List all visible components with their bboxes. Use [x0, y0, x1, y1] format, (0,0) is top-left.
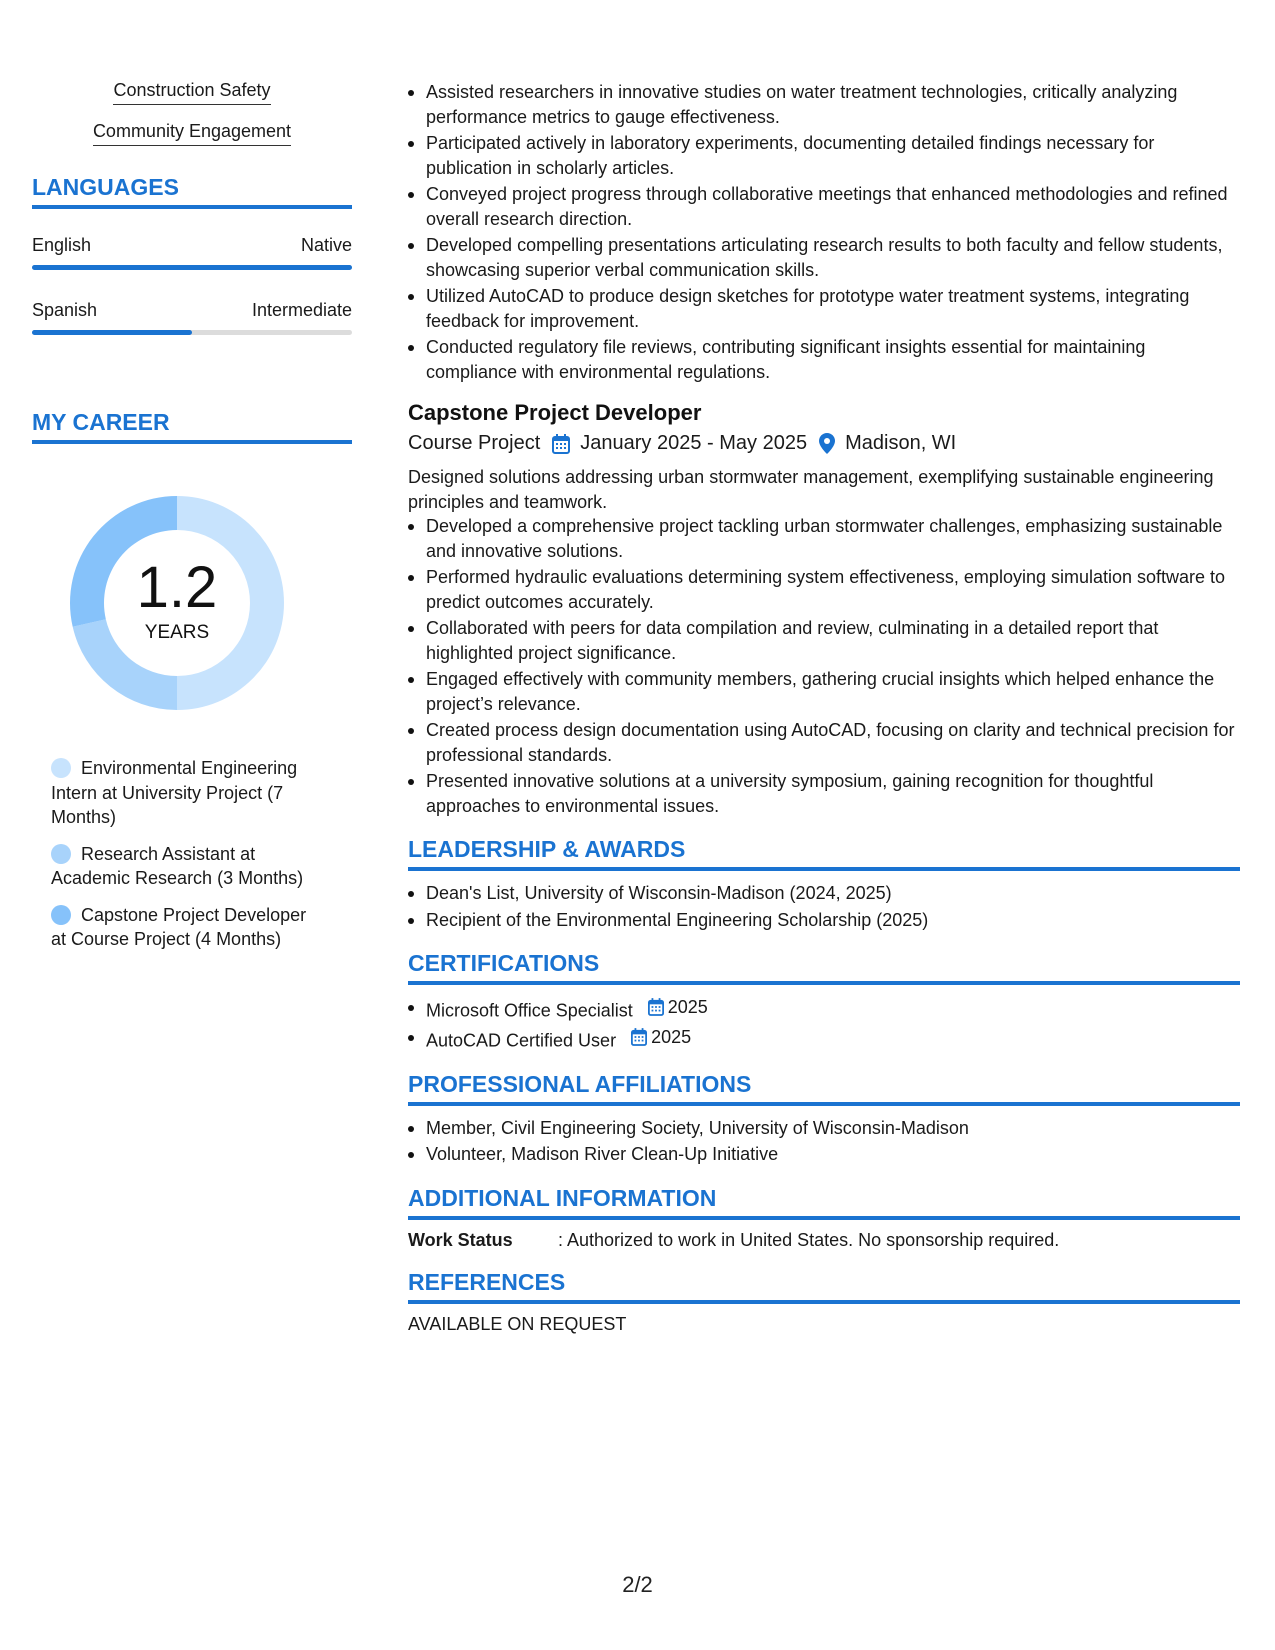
job-description: Designed solutions addressing urban stormwater management, exemplifying sustainable engineering principles and teamwork. [408, 467, 1214, 512]
career-total-value: 1.2 [136, 555, 218, 620]
list-item: Collaborated with peers for data compilation and review, culminating in a detailed report that highlighted project significance. [408, 616, 1240, 665]
language-bar-fill [32, 265, 352, 270]
career-heading: MY CAREER [32, 409, 352, 444]
job-bullets [408, 514, 1240, 818]
list-item: Conducted regulatory file reviews, contributing significant insights essential for maintaining compliance with environmental regulations. [408, 335, 1240, 384]
location-pin-icon [819, 433, 835, 454]
language-bar [32, 265, 352, 270]
certification-name: AutoCAD Certified User [426, 1030, 617, 1050]
list-item: Dean's List, University of Wisconsin-Madison (2024, 2025) [408, 881, 1240, 906]
work-status-row [408, 1230, 1240, 1251]
career-legend-item: Capstone Project Developer at Course Project (4 Months) [51, 904, 307, 949]
career-total-unit: YEARS [144, 622, 210, 643]
main-content [408, 80, 1240, 1335]
legend-dot-icon [51, 905, 71, 925]
work-status-label: Work Status [408, 1229, 513, 1250]
legend-dot-icon [51, 844, 71, 864]
language-name: Spanish [32, 300, 98, 320]
list-item: Developed compelling presentations articulating research results to both faculty and fellow students, showcasing superior verbal communication skills. [408, 233, 1240, 282]
list-item: Engaged effectively with community members, gathering crucial insights which helped enhance the project’s relevance. [408, 667, 1240, 716]
language-item [32, 235, 352, 270]
list-item: Assisted researchers in innovative studies on water treatment technologies, critically analyzing performance metrics to gauge effectiveness. [408, 80, 1240, 129]
language-item [32, 300, 352, 335]
list-item: Member, Civil Engineering Society, University of Wisconsin-Madison [408, 1116, 1240, 1141]
career-legend-item: Research Assistant at Academic Research (3 Months) [51, 843, 304, 888]
career-legend [32, 756, 322, 952]
references-heading: REFERENCES [408, 1269, 1240, 1304]
list-item: Utilized AutoCAD to produce design sketches for prototype water treatment systems, integrating feedback for improvement. [408, 284, 1240, 333]
list-item: Conveyed project progress through collaborative meetings that enhanced methodologies and refined overall research direction. [408, 182, 1240, 231]
language-level: Intermediate [251, 300, 352, 320]
additional-info-heading: ADDITIONAL INFORMATION [408, 1185, 1240, 1220]
work-status-value: : Authorized to work in United States. No sponsorship required. [558, 1229, 1060, 1250]
calendar-icon [648, 998, 664, 1016]
leadership-heading: LEADERSHIP & AWARDS [408, 836, 1240, 871]
skill-tag: Community Engagement [32, 121, 352, 146]
affiliations-list [408, 1116, 1240, 1167]
affiliations-heading: PROFESSIONAL AFFILIATIONS [408, 1071, 1240, 1106]
leadership-list [408, 881, 1240, 932]
career-donut-chart [62, 488, 292, 718]
job-title: Capstone Project Developer [408, 400, 702, 425]
language-level: Native [300, 235, 352, 255]
career-legend-item: Environmental Engineering Intern at University Project (7 Months) [51, 758, 298, 827]
list-item: Performed hydraulic evaluations determining system effectiveness, employing simulation software to predict outcomes accurately. [408, 565, 1240, 614]
certification-name: Microsoft Office Specialist [426, 1000, 633, 1021]
sidebar [32, 80, 352, 964]
language-name: English [32, 235, 92, 255]
list-item: Presented innovative solutions at a university symposium, gaining recognition for thoughtful approaches to environmental issues. [408, 769, 1240, 818]
certifications-heading: CERTIFICATIONS [408, 950, 1240, 985]
job-company: Course Project [408, 432, 541, 454]
certification-date: 2025 [631, 1025, 691, 1050]
list-item: Volunteer, Madison River Clean-Up Initiative [408, 1142, 1240, 1167]
list-item: Participated actively in laboratory experiments, documenting detailed findings necessary for publication in scholarly articles. [408, 131, 1240, 180]
list-item: Developed a comprehensive project tackling urban stormwater challenges, emphasizing sustainable and innovative solutions. [408, 514, 1240, 563]
certifications-list [408, 995, 1240, 1053]
references-text: AVAILABLE ON REQUEST [408, 1313, 627, 1334]
legend-dot-icon [51, 758, 71, 778]
list-item [408, 1025, 1240, 1053]
list-item: Recipient of the Environmental Engineering Scholarship (2025) [408, 908, 1240, 933]
language-bar-fill [32, 330, 192, 335]
skill-tag: Construction Safety [32, 80, 352, 105]
previous-job-bullets [408, 80, 1240, 384]
page-number: 2/2 [622, 1572, 653, 1597]
language-bar [32, 330, 352, 335]
languages-heading: LANGUAGES [32, 174, 352, 209]
calendar-icon [631, 1028, 647, 1046]
list-item: Created process design documentation using AutoCAD, focusing on clarity and technical precision for professional standards. [408, 718, 1240, 767]
job-location: Madison, WI [845, 432, 957, 454]
calendar-icon [552, 434, 570, 454]
certification-date: 2025 [648, 995, 708, 1020]
job-meta [408, 432, 1240, 455]
job-dates: January 2025 - May 2025 [580, 432, 808, 454]
list-item [408, 995, 1240, 1023]
